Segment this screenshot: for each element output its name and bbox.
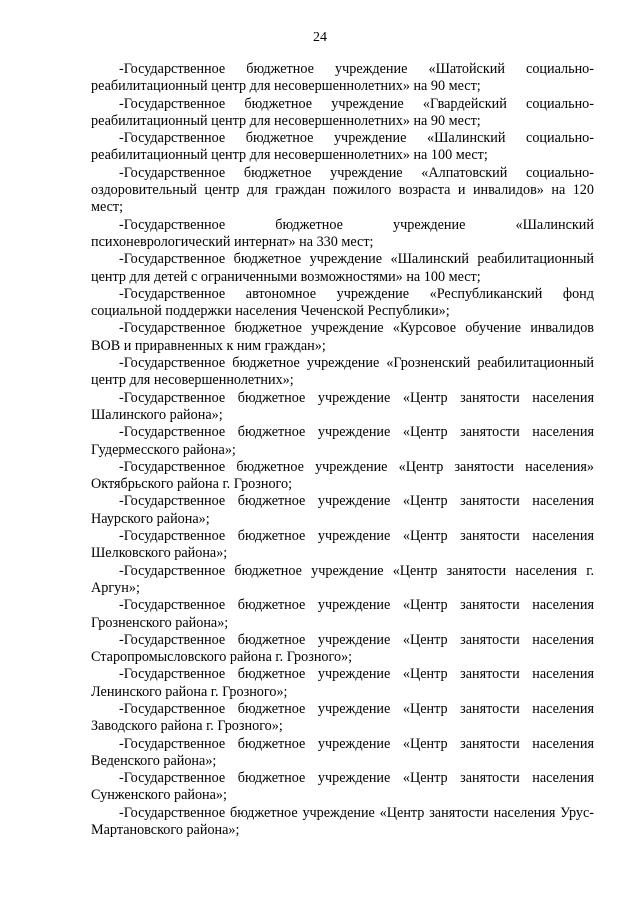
institution-list: [91, 61, 594, 839]
list-item: -Государственное бюджетное учреждение «Центр занятости населения Шалинского района»;: [91, 389, 594, 423]
list-item: -Государственное бюджетное учреждение «Центр занятости населения Шелковского района»;: [91, 528, 594, 562]
list-item: -Государственное бюджетное учреждение «Курсовое обучение инвалидов ВОВ и приравненных к ним граждан»;: [91, 320, 594, 354]
list-item: -Государственное бюджетное учреждение «Центр занятости населения Наурского района»;: [91, 493, 594, 527]
list-item: -Государственное автономное учреждение «Республиканский фонд социальной поддержки населения Чеченской Республики»;: [91, 285, 594, 320]
list-item: -Государственное бюджетное учреждение «Алпатовский социально-оздоровительный центр для граждан пожилого возраста и инвалидов» на 120 мест;: [91, 164, 594, 216]
list-item: -Государственное бюджетное учреждение «Центр занятости населения Веденского района»;: [91, 735, 594, 769]
list-item: -Государственное бюджетное учреждение «Шатойский социально-реабилитационный центр для несовершеннолетних» на 90 мест;: [91, 61, 594, 95]
list-item: -Государственное бюджетное учреждение «Гвардейский социально-реабилитационный центр для несовершеннолетних» на 90 мест;: [91, 95, 594, 129]
page-number: 24: [313, 30, 327, 45]
list-item: -Государственное бюджетное учреждение «Центр занятости населения Урус-Мартановского района»;: [91, 804, 594, 839]
list-item: -Государственное бюджетное учреждение «Шалинский реабилитационный центр для детей с ограниченными возможностями» на 100 мест;: [91, 251, 594, 285]
list-item: -Государственное бюджетное учреждение «Центр занятости населения Старопромысловского района г. Грозного»;: [91, 631, 594, 666]
list-item: -Государственное бюджетное учреждение «Центр занятости населения Грозненского района»;: [91, 597, 594, 631]
list-item: -Государственное бюджетное учреждение «Центр занятости населения» Октябрьского района г. Грозного;: [91, 458, 594, 493]
list-item: -Государственное бюджетное учреждение «Центр занятости населения г. Аргун»;: [91, 562, 594, 596]
list-item: -Государственное бюджетное учреждение «Грозненский реабилитационный центр для несовершеннолетних»;: [91, 355, 594, 389]
list-item: -Государственное бюджетное учреждение «Центр занятости населения Гудермесского района»;: [91, 424, 594, 458]
list-item: -Государственное бюджетное учреждение «Центр занятости населения Заводского района г. Грозного»;: [91, 700, 594, 735]
list-item: -Государственное бюджетное учреждение «Центр занятости населения Сунженского района»;: [91, 770, 594, 804]
list-item: -Государственное бюджетное учреждение «Шалинский психоневрологический интернат» на 330 мест;: [91, 216, 594, 250]
list-item: -Государственное бюджетное учреждение «Центр занятости населения Ленинского района г. Грозного»;: [91, 666, 594, 700]
list-item: -Государственное бюджетное учреждение «Шалинский социально-реабилитационный центр для несовершеннолетних» на 100 мест;: [91, 130, 594, 164]
